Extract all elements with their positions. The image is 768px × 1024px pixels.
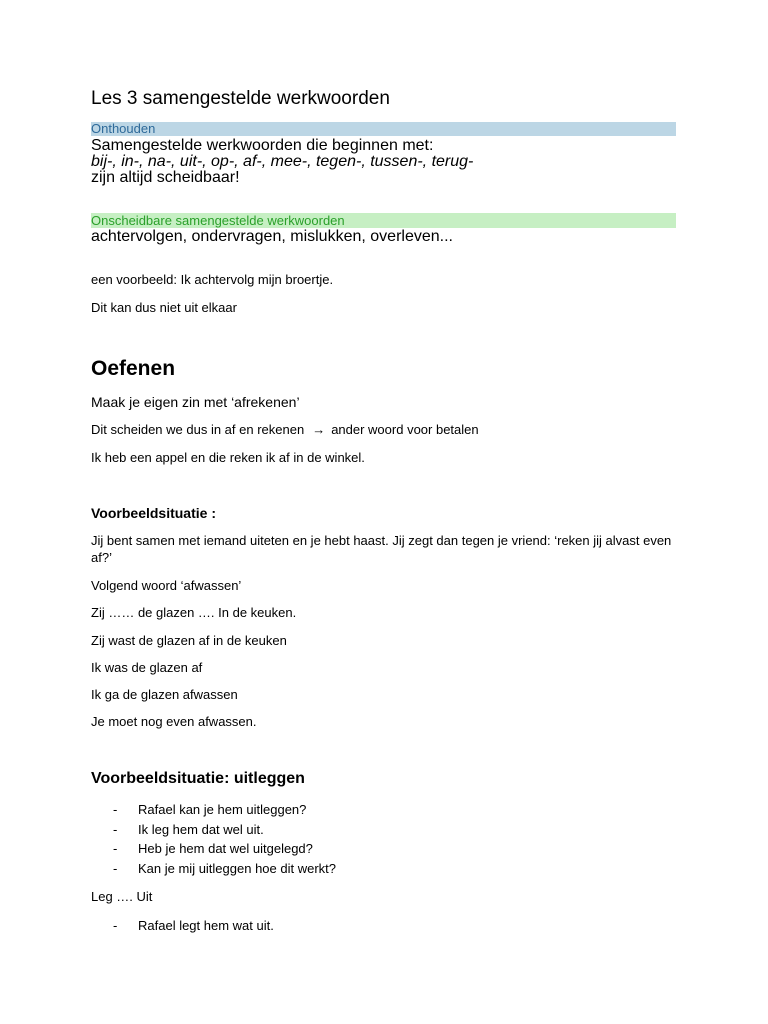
oefenen-paragraph-2-after: ander woord voor betalen [331,422,479,437]
onthouden-line-1: Samengestelde werkwoorden die beginnen met: [91,137,434,154]
uitleggen-list [113,800,336,878]
list-item [113,859,336,879]
situatie-paragraph-4: Zij wast de glazen af in de keuken [91,633,287,648]
onthouden-line-2: bij-, in-, na-, uit-, op-, af-, mee-, tegen-, tussen-, terug- [91,153,474,170]
list-item-text: Kan je mij uitleggen hoe dit werkt? [138,860,337,876]
voorbeeldsituatie-heading: Voorbeeldsituatie : [91,505,216,521]
dit-kan-paragraph: Dit kan dus niet uit elkaar [91,300,237,315]
oefenen-paragraph-2-before: Dit scheiden we dus in af en rekenen [91,422,305,437]
onscheidbaar-highlight-label: Onscheidbare samengestelde werkwoorden [91,213,676,228]
list-item [113,916,274,936]
situatie-paragraph-1-line-1: Jij bent samen met iemand uiteten en je hebt haast. Jij zegt dan tegen je vriend: ‘reken jij alvast even [91,533,672,548]
list-item-text: Rafael legt hem wat uit. [138,918,274,934]
onscheidbaar-line-1: achtervolgen, ondervragen, mislukken, overleven... [91,228,453,245]
document-title: Les 3 samengestelde werkwoorden [91,88,390,109]
onthouden-line-3: zijn altijd scheidbaar! [91,169,240,186]
list-bullet: - [113,841,118,857]
list-item-text: Heb je hem dat wel uitgelegd? [138,841,313,857]
uitleggen-heading: Voorbeeldsituatie: uitleggen [91,770,305,787]
arrow-right-icon: → [312,422,326,437]
list-bullet: - [113,802,118,818]
oefenen-heading: Oefenen [91,357,176,380]
list-item [113,839,336,859]
situatie-paragraph-2: Volgend woord ‘afwassen’ [91,578,242,593]
list-bullet: - [113,860,118,876]
situatie-paragraph-6: Ik ga de glazen afwassen [91,687,238,702]
voorbeeld-paragraph: een voorbeeld: Ik achtervolg mijn broertje. [91,272,334,287]
situatie-paragraph-7: Je moet nog even afwassen. [91,714,257,729]
onthouden-highlight-label: Onthouden [91,122,676,136]
situatie-paragraph-5: Ik was de glazen af [91,660,203,675]
situatie-paragraph-3: Zij …… de glazen …. In de keuken. [91,605,297,620]
list-bullet: - [113,918,118,934]
list-item [113,820,336,840]
situatie-paragraph-1-line-2: af?’ [91,550,112,565]
oefenen-paragraph-3: Ik heb een appel en die reken ik af in de winkel. [91,450,365,465]
list-item-text: Rafael kan je hem uitleggen? [138,802,307,818]
leg-uit-paragraph: Leg …. Uit [91,889,153,904]
oefenen-paragraph-1: Maak je eigen zin met ‘afrekenen’ [91,394,300,410]
list-bullet: - [113,821,118,837]
document-page [91,0,676,1024]
list-item-text: Ik leg hem dat wel uit. [138,821,264,837]
uitleggen-list-2 [113,916,274,936]
oefenen-paragraph-2 [91,422,479,438]
list-item [113,800,336,820]
